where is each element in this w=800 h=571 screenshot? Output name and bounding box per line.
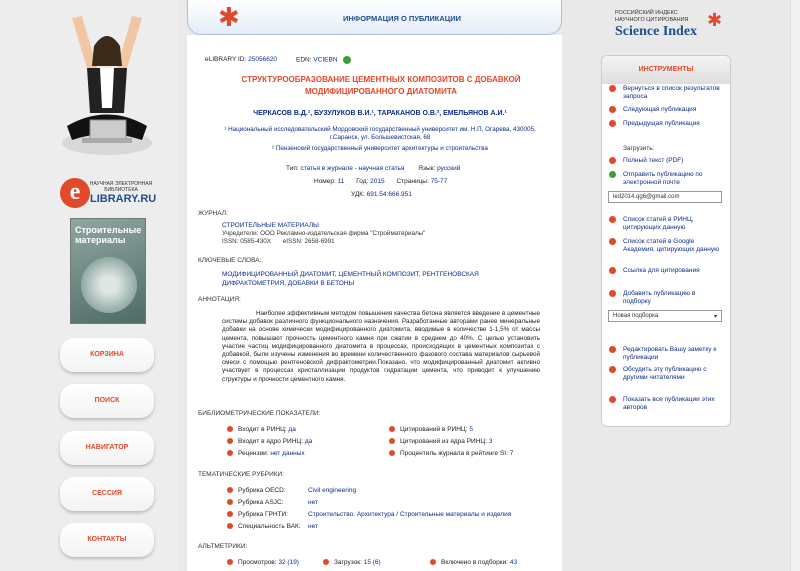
biblio-value: да (304, 438, 313, 445)
add-to-collection-link[interactable] (609, 290, 723, 305)
elibrary-id (205, 56, 277, 63)
email-field[interactable]: led2014.qg6@gmail.com (608, 191, 722, 203)
biblio-rinc (227, 426, 296, 433)
back-to-results-label: Вернуться в список результатов запроса (623, 85, 720, 100)
authors-icon (609, 396, 616, 403)
google-icon (609, 238, 616, 245)
udk (351, 191, 412, 198)
rubric-value: нет (308, 523, 318, 530)
altm-value[interactable]: 43 (509, 559, 518, 566)
biblio-key: Рецензии: (238, 450, 269, 457)
all-authors-pubs-link[interactable] (609, 396, 723, 411)
asjc-icon (227, 499, 233, 505)
next-publication-link[interactable] (609, 106, 723, 114)
rinc-icon (227, 426, 233, 432)
biblio-percentile (389, 450, 513, 457)
nav-session-button[interactable]: СЕССИЯ (60, 477, 154, 511)
biblio-reviews (227, 450, 305, 457)
altm-views (227, 559, 299, 566)
publication-title: СТРУКТУРООБРАЗОВАНИЕ ЦЕМЕНТНЫХ КОМПОЗИТОВ С ДОБАВКОЙ МОДИФИЦИРОВАННОГО ДИАТОМИТА (241, 75, 521, 96)
rubric-value: нет (308, 499, 318, 506)
scrollbar[interactable] (790, 0, 800, 571)
google-citing-label: Список статей в Google Академия, цитирующих данную (623, 238, 719, 253)
si-line1: РОССИЙСКИЙ ИНДЕКС (615, 10, 678, 16)
mascot-image (52, 8, 162, 166)
edn (296, 56, 351, 64)
fulltext-label: Полный текст (PDF) (623, 157, 684, 164)
elibrary-id-label: eLIBRARY ID: (205, 56, 247, 63)
pub-type (286, 165, 460, 172)
collections-icon (430, 559, 436, 565)
prev-publication-label: Предыдущая публикация (623, 120, 700, 127)
number-label: Номер: (314, 178, 336, 185)
nav-search-button[interactable]: ПОИСК (60, 384, 154, 418)
abstract-text: Наиболее эффективным методом повышения качества бетона является введение в цементные системы добавок различного функционального назначения. Разработанные авторами ранее минеральные добавки на основе химически модифицированного диатомита, вводимые в количестве 1-1,5% от массы цемента, повышают прочность цементного камня при сжатии в среднем до 40%. С целью установить участие частиц модифицированного диатомита в процессах, происходящих в цементных композитах с добавкой, были изучены изменения во времени количественного фазового состава материалов сырьевой смеси с помощью рентгеновской дифрактометрии.Показано, что модифицированный диатомит активно участвует в процессах кристаллизации продуктов гидратации цемента, что приводит к улучшению структуры и прочности цементного камня. (222, 310, 540, 383)
cite-label: Ссылка для цитирования (623, 267, 700, 274)
biblio-section-label: БИБЛИОМЕТРИЧЕСКИЕ ПОКАЗАТЕЛИ: (198, 410, 321, 417)
journal-issn (222, 238, 335, 245)
biblio-key: Цитирований в РИНЦ: (400, 426, 468, 433)
biblio-value[interactable]: 3 (488, 438, 493, 445)
percentile-icon (389, 450, 395, 456)
issn: ISSN: 0585-430X (222, 238, 272, 245)
journal-name[interactable]: СТРОИТЕЛЬНЫЕ МАТЕРИАЛЫ (222, 222, 319, 229)
rubric-value[interactable]: Civil engineering (308, 487, 357, 494)
lang-label: Язык: (418, 165, 436, 172)
journal-founder: Учредители: ООО Рекламно-издательская фирма "Стройматериалы" (222, 230, 426, 237)
elibrary-subtitle: НАУЧНАЯ ЭЛЕКТРОННАЯ БИБЛИОТЕКА (89, 181, 153, 193)
email-publication-label: Отправить публикацию по электронной почте (623, 171, 703, 186)
si-name: Science Index (615, 24, 698, 39)
rubric-grnti (227, 511, 511, 518)
all-authors-pubs-label: Показать все публикации этих авторов (623, 396, 715, 411)
arrow-left-icon (609, 85, 616, 92)
altm-value: 15 (6) (363, 559, 381, 566)
elibrary-logo[interactable] (60, 178, 160, 208)
biblio-value: 7 (509, 450, 514, 457)
biblio-key: Входит в ядро РИНЦ: (238, 438, 304, 445)
altm-collections (430, 559, 517, 566)
abstract-section-label: АННОТАЦИЯ: (198, 296, 241, 303)
collection-select-value: Новая подборка (613, 313, 659, 319)
fulltext-pdf-link[interactable] (609, 157, 723, 165)
qr-icon[interactable] (343, 56, 351, 64)
arrow-left-icon (609, 120, 616, 127)
rubric-oecd (227, 487, 356, 494)
pdf-icon (609, 157, 616, 164)
list-icon (609, 216, 616, 223)
quote-icon (609, 267, 616, 274)
year-label: Год: (356, 178, 369, 185)
year-value: 2015 (370, 178, 385, 185)
oecd-icon (227, 487, 233, 493)
rubric-key: Рубрика ASJC: (238, 499, 284, 506)
rubric-key: Рубрика ГРНТИ: (238, 511, 289, 518)
elibrary-logo-mark: e (60, 178, 90, 208)
email-icon (609, 171, 616, 178)
prev-publication-link[interactable] (609, 120, 723, 128)
altmetrics-section-label: АЛЬТМЕТРИКИ: (198, 543, 248, 550)
type-value: статья в журнале - научная статья (300, 165, 405, 172)
type-label: Тип: (286, 165, 299, 172)
downloads-icon (323, 559, 329, 565)
lang-value: русский (437, 165, 461, 172)
rubric-key: Специальность ВАК: (238, 523, 301, 530)
journal-section-label: ЖУРНАЛ: (198, 210, 228, 217)
altm-key: Загрузок: (334, 559, 362, 566)
altm-downloads (323, 559, 381, 566)
grnti-icon (227, 511, 233, 517)
chevron-down-icon: ▾ (713, 314, 717, 320)
edit-note-label: Редактировать Вашу заметку к публикации (623, 346, 717, 361)
nav-contacts-button[interactable]: КОНТАКТЫ (60, 523, 154, 557)
rinc-citing-label: Список статей в РИНЦ, цитирующих данную (623, 216, 694, 231)
nav-cart-button[interactable]: КОРЗИНА (60, 338, 154, 372)
rubric-asjc (227, 499, 318, 506)
page-header (187, 0, 562, 35)
journal-cover-title: Строительные материалы (75, 225, 142, 245)
nav-navigator-button[interactable]: НАВИГАТОР (60, 431, 154, 465)
si-line2: НАУЧНОГО ЦИТИРОВАНИЯ (615, 17, 689, 23)
flower-icon: ✱ (218, 2, 240, 32)
pages-label: Страницы: (396, 178, 429, 185)
left-sidebar (0, 0, 178, 571)
asterisk-icon: ✱ (707, 10, 723, 30)
pub-issue (314, 178, 447, 185)
rubric-key: Рубрика OECD: (238, 487, 286, 494)
edn-value[interactable]: VCIEBN (313, 56, 338, 64)
views-icon (227, 559, 233, 565)
affiliation-2[interactable]: ² Пензенский государственный университет архитектуры и строительства (272, 145, 488, 152)
eissn: eISSN: 2658-6991 (282, 238, 335, 245)
elibrary-id-value: 25056620 (248, 56, 278, 63)
biblio-value: да (288, 426, 296, 433)
biblio-key: Цитирований из ядра РИНЦ: (400, 438, 488, 445)
biblio-value[interactable]: 5 (469, 426, 473, 433)
page-title: ИНФОРМАЦИЯ О ПУБЛИКАЦИИ (343, 14, 462, 23)
vak-icon (227, 523, 233, 529)
edn-label: EDN: (296, 56, 312, 64)
keywords[interactable]: МОДИФИЦИРОВАННЫЙ ДИАТОМИТ, ЦЕМЕНТНЫЙ КОМПОЗИТ, РЕНТГЕНОВСКАЯ ДИФРАКТОМЕТРИЯ, ДОБАВКИ В БЕТОНЫ (222, 271, 479, 287)
discuss-icon (609, 366, 616, 373)
number-value[interactable]: 11 (337, 178, 345, 185)
reviews-icon (227, 450, 233, 456)
core-citations-icon (389, 438, 395, 444)
add-icon (609, 290, 616, 297)
udk-value: 691.54:666.951 (366, 191, 412, 198)
biblio-citations (389, 426, 473, 433)
google-citing-link[interactable] (609, 238, 723, 253)
altm-value: 32 (19) (278, 559, 299, 566)
back-to-results-link[interactable] (609, 85, 723, 100)
add-to-collection-label: Добавить публикацию в подборку (623, 290, 696, 305)
keywords-section-label: КЛЮЧЕВЫЕ СЛОВА: (198, 257, 262, 264)
biblio-core (227, 438, 312, 445)
cover-picture (81, 257, 137, 313)
elibrary-name: LIBRARY.RU (90, 193, 157, 205)
rinc-citing-link[interactable] (609, 216, 723, 231)
discuss-link[interactable] (609, 366, 723, 381)
altm-key: Включено в подборки: (441, 559, 509, 566)
cite-link[interactable] (609, 267, 723, 275)
udk-label: УДК: (351, 191, 365, 198)
altm-key: Просмотров: (238, 559, 277, 566)
citations-icon (389, 426, 395, 432)
pages-value: 75-77 (430, 178, 448, 185)
affiliation-1[interactable]: ¹ Национальный исследовательский Мордовский государственный университет им. Н.П. Огарева, 430005, г.Саранск, ул. Большевистская, 68 (224, 126, 536, 141)
biblio-value: нет данных (270, 450, 305, 457)
biblio-key: Процентиль журнала в рейтинге SI: (400, 450, 508, 457)
rubric-value[interactable]: Строительство. Архитектура / Строительные материалы и изделия (308, 511, 512, 518)
arrow-right-icon (609, 106, 616, 113)
authors[interactable]: ЧЕРКАСОВ В.Д.¹, БУЗУЛУКОВ В.И.¹, ТАРАКАНОВ О.В.², ЕМЕЛЬЯНОВ А.И.¹ (253, 110, 507, 117)
edit-note-link[interactable] (609, 346, 723, 361)
downloads-label: Загрузить: (623, 145, 655, 152)
rubric-vak (227, 523, 318, 530)
tools-header: ИНСТРУМЕНТЫ (602, 56, 730, 84)
next-publication-label: Следующая публикация (623, 106, 697, 113)
journal-cover[interactable] (70, 218, 146, 324)
science-index-logo[interactable] (615, 10, 735, 40)
biblio-core-citations (389, 438, 492, 445)
edit-icon (609, 346, 616, 353)
rubrics-section-label: ТЕМАТИЧЕСКИЕ РУБРИКИ: (198, 471, 285, 478)
core-icon (227, 438, 233, 444)
collection-select[interactable] (608, 310, 722, 322)
biblio-key: Входит в РИНЦ: (238, 426, 287, 433)
email-publication-link[interactable] (609, 171, 723, 186)
discuss-label: Обсудить эту публикацию с другими читателями (623, 366, 707, 381)
